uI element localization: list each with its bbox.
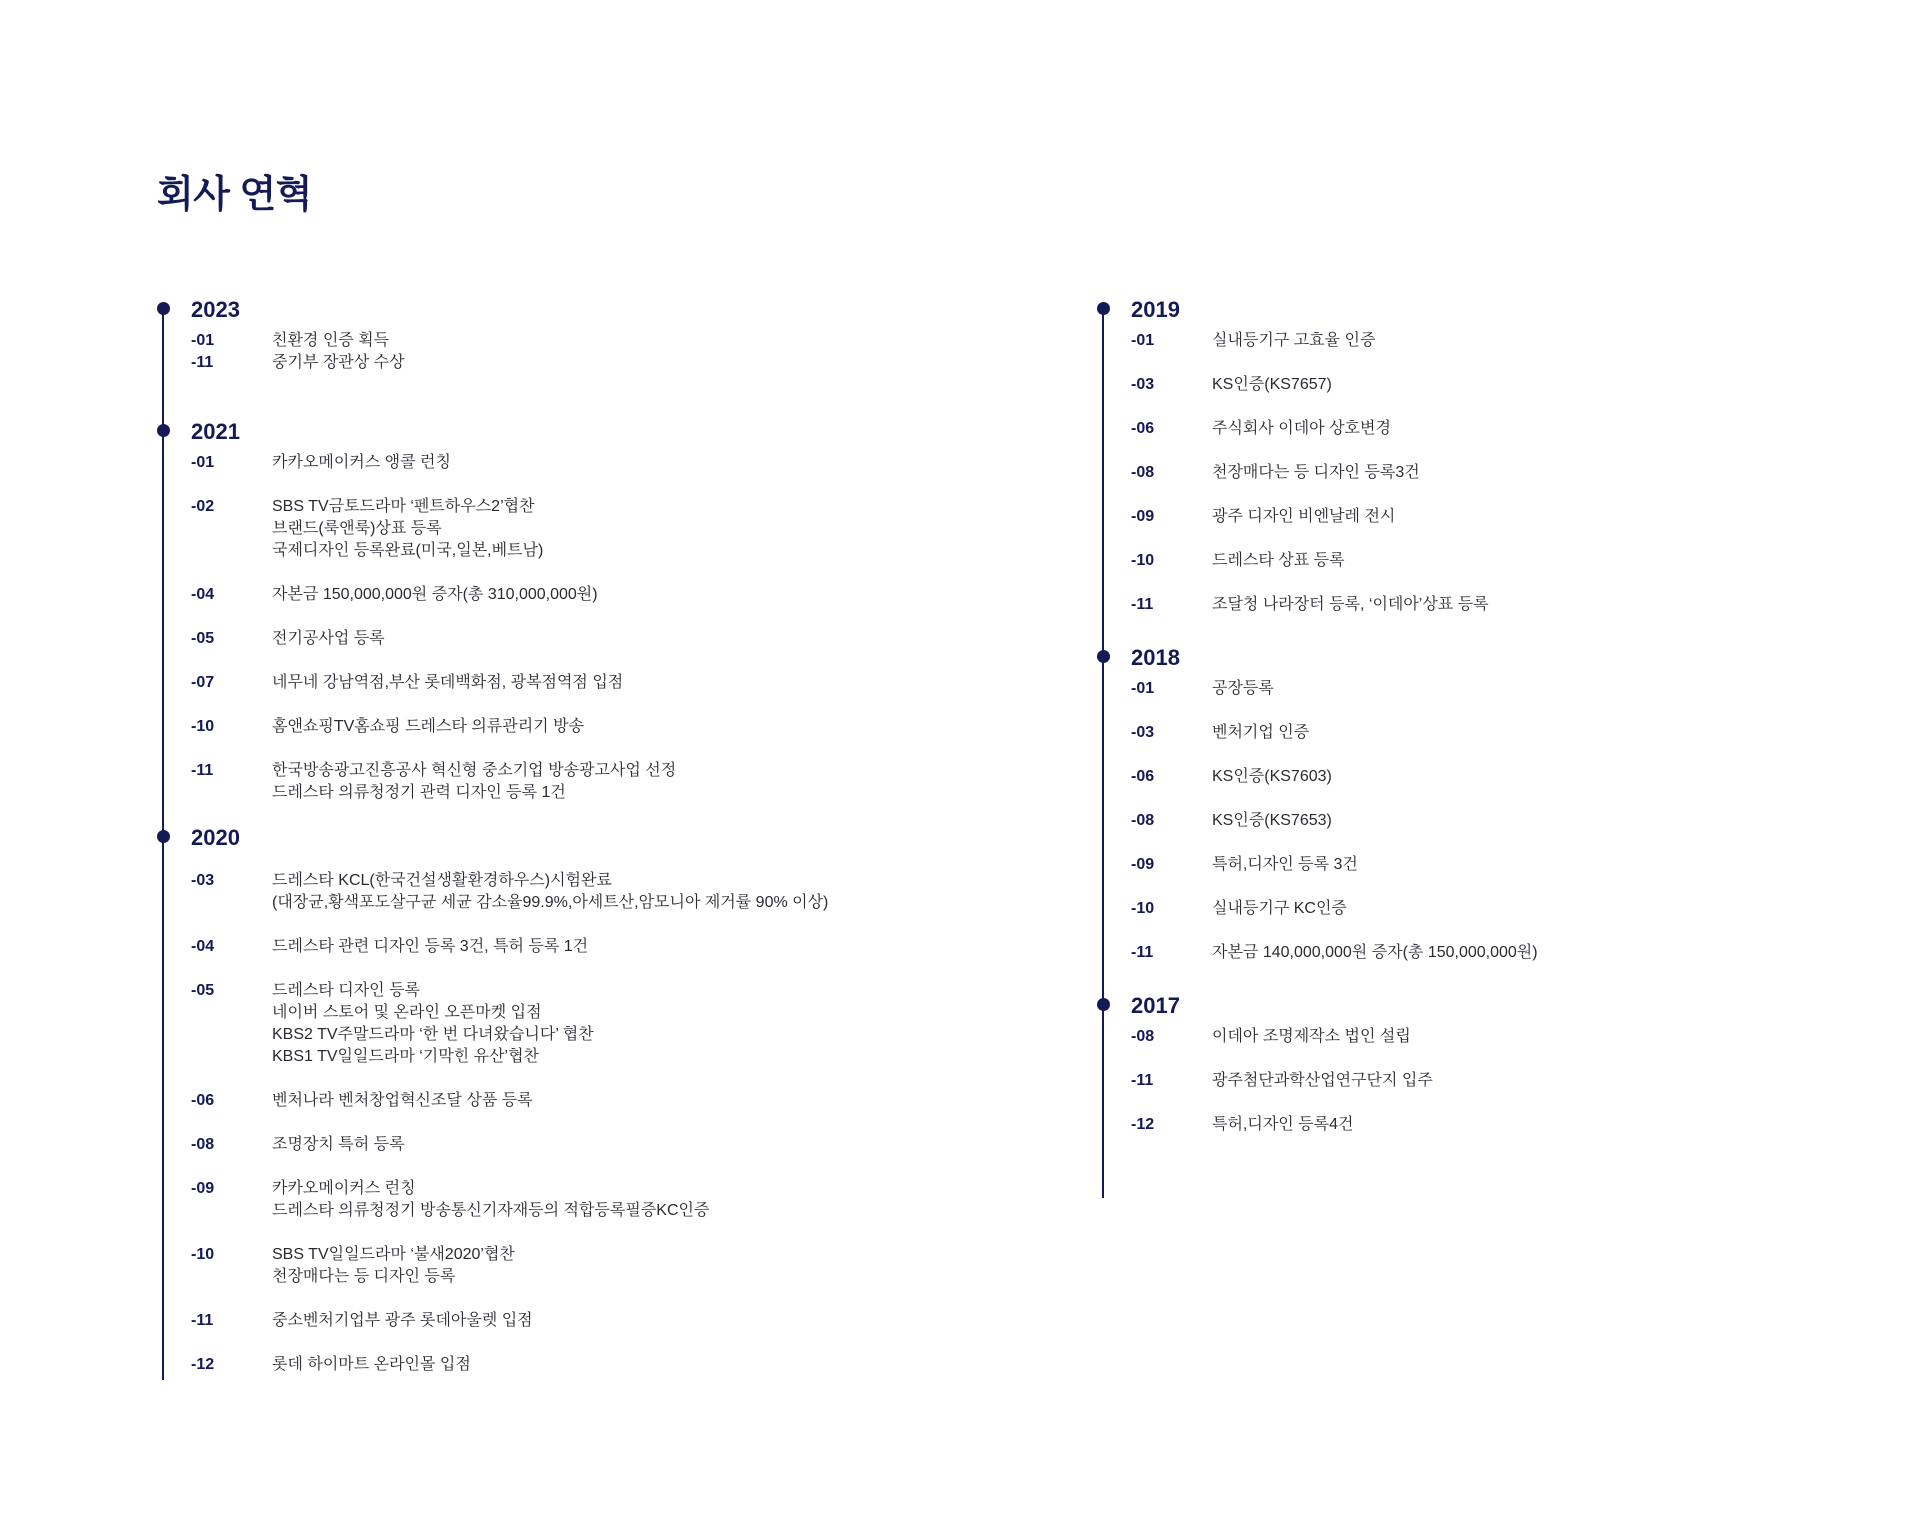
year-heading: [157, 818, 917, 858]
entry-month: -09: [1131, 508, 1155, 525]
entry-month: -04: [191, 586, 215, 603]
entry-month: -10: [1131, 552, 1155, 569]
timeline-entry: [191, 716, 917, 738]
entry-text-line: 한국방송광고진흥공사 혁신형 중소기업 방송광고사업 선정: [272, 762, 677, 779]
entry-text-line: KBS1 TV일일드라마 ‘기막힌 유산’협찬: [272, 1048, 539, 1065]
entry-text: [1212, 722, 1857, 744]
entry-month: -01: [1131, 332, 1155, 349]
timeline-dot-icon: [1097, 650, 1110, 663]
entry-text-line: 자본금 140,000,000원 증자(총 150,000,000원): [1212, 944, 1538, 961]
entry-month: -11: [1131, 944, 1154, 961]
entry-month: -09: [1131, 856, 1155, 873]
timeline-dot-icon: [157, 424, 170, 437]
timeline-dot-icon: [1097, 998, 1110, 1011]
timeline-column-left: [157, 290, 917, 1376]
entry-month: -05: [191, 630, 215, 647]
entry-text-line: 광주첨단과학산업연구단지 입주: [1212, 1072, 1433, 1089]
year-heading: [157, 412, 917, 452]
year-block: [157, 818, 917, 1376]
timeline-entry: [191, 1354, 917, 1376]
entry-text: [272, 628, 917, 650]
timeline-entry: [1131, 1026, 1857, 1048]
entry-month: -11: [191, 354, 214, 371]
entry-text-line: 홈앤쇼핑TV홈쇼핑 드레스타 의류관리기 방송: [272, 718, 584, 735]
year-label: 2017: [1131, 993, 1180, 1018]
entry-text: [272, 936, 917, 958]
entry-text-line: 중기부 장관상 수상: [272, 354, 405, 371]
timeline-entry: [1131, 1114, 1857, 1136]
year-block: [157, 290, 917, 374]
timeline-dot-icon: [1097, 302, 1110, 315]
entry-month: -08: [1131, 1028, 1155, 1045]
entry-text-line: 중소벤처기업부 광주 롯데아울렛 입점: [272, 1312, 533, 1329]
entry-text: [272, 1178, 917, 1222]
entry-text: [1212, 898, 1857, 920]
entry-text-line: 친환경 인증 획득: [272, 332, 390, 349]
year-block: [1097, 986, 1857, 1136]
entry-text: [272, 870, 917, 914]
entry-month: -10: [1131, 900, 1155, 917]
entry-text-line: 공장등록: [1212, 680, 1274, 697]
timeline-entry: [191, 584, 917, 606]
entry-month: -12: [1131, 1116, 1155, 1133]
entry-text-line: 드레스타 관련 디자인 등록 3건, 특허 등록 1건: [272, 938, 589, 955]
entry-month: -10: [191, 1246, 215, 1263]
entry-text: [1212, 1026, 1857, 1048]
entry-text: [272, 716, 917, 738]
entry-text: [1212, 506, 1857, 528]
entry-month: -12: [191, 1356, 215, 1373]
year-heading: [1097, 986, 1857, 1026]
year-label: 2019: [1131, 297, 1180, 322]
year-label: 2021: [191, 419, 240, 444]
entry-text-line: 이데아 조명제작소 법인 설립: [1212, 1028, 1411, 1045]
entry-text-line: 드레스타 KCL(한국건설생활환경하우스)시험완료: [272, 872, 612, 889]
entry-text-line: KS인증(KS7657): [1212, 376, 1332, 393]
year-heading: [157, 290, 917, 330]
timeline-entry: [191, 1310, 917, 1332]
timeline-entry: [191, 352, 917, 374]
year-block: [1097, 638, 1857, 964]
entry-text-line: 카카오메이커스 런칭: [272, 1180, 416, 1197]
entry-text-line: 드레스타 의류청정기 방송통신기자재등의 적합등록필증KC인증: [272, 1202, 710, 1219]
entry-text: [272, 980, 917, 1068]
entry-month: -09: [191, 1180, 215, 1197]
entry-month: -11: [1131, 1072, 1154, 1089]
entry-text-line: 조명장치 특허 등록: [272, 1136, 405, 1153]
entry-month: -01: [191, 454, 215, 471]
entry-text-line: 국제디자인 등록완료(미국,일본,베트남): [272, 542, 544, 559]
entry-month: -11: [191, 1312, 214, 1329]
entry-month: -03: [1131, 724, 1155, 741]
entry-month: -02: [191, 498, 215, 515]
timeline-entry: [191, 1090, 917, 1112]
entry-text-line: 조달청 나라장터 등록, ‘이데아’상표 등록: [1212, 596, 1489, 613]
year-heading: [1097, 638, 1857, 678]
entry-text-line: 자본금 150,000,000원 증자(총 310,000,000원): [272, 586, 598, 603]
timeline-entry: [1131, 766, 1857, 788]
timeline-entry: [1131, 462, 1857, 484]
timeline-entry: [1131, 678, 1857, 700]
entry-text: [1212, 594, 1857, 616]
timeline-entry: [191, 1134, 917, 1156]
entry-text-line: SBS TV금토드라마 ‘펜트하우스2’협찬: [272, 498, 535, 515]
entry-text: [272, 352, 917, 374]
page-title: 회사 연혁: [157, 174, 312, 216]
entry-month: -08: [1131, 812, 1155, 829]
entry-month: -01: [1131, 680, 1155, 697]
entry-text: [272, 584, 917, 606]
timeline-entry: [191, 936, 917, 958]
entry-text-line: 전기공사업 등록: [272, 630, 385, 647]
entry-text-line: 브랜드(룩앤룩)상표 등록: [272, 520, 442, 537]
entry-month: -06: [1131, 420, 1155, 437]
entry-text-line: 특허,디자인 등록4건: [1212, 1116, 1354, 1133]
entry-month: -11: [191, 762, 214, 779]
timeline-entry: [1131, 594, 1857, 616]
entry-text-line: 벤처나라 벤처창업혁신조달 상품 등록: [272, 1092, 533, 1109]
timeline-entry: [191, 672, 917, 694]
entry-month: -08: [1131, 464, 1155, 481]
entry-text: [1212, 418, 1857, 440]
entry-text-line: 주식회사 이데아 상호변경: [1212, 420, 1391, 437]
entry-text-line: 천장매다는 등 디자인 등록3건: [1212, 464, 1420, 481]
timeline-entry: [1131, 898, 1857, 920]
entry-text-line: 카카오메이커스 앵콜 런칭: [272, 454, 451, 471]
entry-text: [272, 672, 917, 694]
entry-text: [1212, 374, 1857, 396]
timeline-entry: [191, 1244, 917, 1288]
entry-text-line: 네이버 스토어 및 온라인 오픈마켓 입점: [272, 1004, 542, 1021]
timeline-entry: [191, 980, 917, 1068]
entry-text-line: SBS TV일일드라마 ‘불새2020’협찬: [272, 1246, 515, 1263]
entry-text: [1212, 462, 1857, 484]
entry-text: [1212, 810, 1857, 832]
year-label: 2020: [191, 825, 240, 850]
year-block: [1097, 290, 1857, 616]
year-label: 2018: [1131, 645, 1180, 670]
entry-month: -03: [1131, 376, 1155, 393]
timeline-entry: [191, 628, 917, 650]
timeline-entry: [1131, 550, 1857, 572]
entry-month: -07: [191, 674, 215, 691]
timeline-entry: [191, 1178, 917, 1222]
entry-text-line: 드레스타 디자인 등록: [272, 982, 420, 999]
entry-text: [1212, 678, 1857, 700]
timeline-entry: [191, 496, 917, 562]
entry-text: [1212, 1070, 1857, 1092]
entry-text: [272, 760, 917, 804]
entry-text: [1212, 854, 1857, 876]
entry-text-line: 롯데 하이마트 온라인몰 입점: [272, 1356, 471, 1373]
entry-text-line: KS인증(KS7653): [1212, 812, 1332, 829]
timeline-entry: [1131, 374, 1857, 396]
entry-text: [1212, 1114, 1857, 1136]
timeline-entry: [191, 452, 917, 474]
entry-text: [272, 1354, 917, 1376]
entry-text-line: KS인증(KS7603): [1212, 768, 1332, 785]
entry-month: -10: [191, 718, 215, 735]
timeline-entry: [191, 330, 917, 352]
entry-text: [272, 1134, 917, 1156]
timeline-entry: [191, 870, 917, 914]
year-heading: [1097, 290, 1857, 330]
entry-text-line: 벤처기업 인증: [1212, 724, 1310, 741]
entry-text-line: 특허,디자인 등록 3건: [1212, 856, 1358, 873]
entry-month: -05: [191, 982, 215, 999]
entry-month: -04: [191, 938, 215, 955]
entry-text: [272, 330, 917, 352]
entry-month: -08: [191, 1136, 215, 1153]
timeline-entry: [1131, 418, 1857, 440]
entry-text-line: 천장매다는 등 디자인 등록: [272, 1268, 456, 1285]
entry-text: [272, 1244, 917, 1288]
entry-text: [272, 496, 917, 562]
entry-text: [272, 1310, 917, 1332]
entry-text-line: 실내등기구 KC인증: [1212, 900, 1347, 917]
entry-text-line: KBS2 TV주말드라마 ‘한 번 다녀왔습니다’ 협찬: [272, 1026, 594, 1043]
year-label: 2023: [191, 297, 240, 322]
timeline-entry: [1131, 810, 1857, 832]
entry-month: -06: [191, 1092, 215, 1109]
timeline-entry: [1131, 942, 1857, 964]
timeline-dot-icon: [157, 830, 170, 843]
timeline-column-right: [1097, 290, 1857, 1136]
entry-text-line: 드레스타 의류청정기 관력 디자인 등록 1건: [272, 784, 566, 801]
entry-text-line: (대장균,황색포도살구균 세균 감소율99.9%,아세트산,암모니아 제거률 90% 이상): [272, 894, 829, 911]
timeline-entry: [1131, 506, 1857, 528]
entry-text: [1212, 942, 1857, 964]
entry-text: [1212, 766, 1857, 788]
timeline-entry: [1131, 330, 1857, 352]
entry-text-line: 드레스타 상표 등록: [1212, 552, 1345, 569]
entry-text-line: 실내등기구 고효율 인증: [1212, 332, 1376, 349]
entry-text: [272, 452, 917, 474]
entry-text: [1212, 330, 1857, 352]
entry-month: -03: [191, 872, 215, 889]
entry-text: [1212, 550, 1857, 572]
timeline-entry: [191, 760, 917, 804]
timeline-entry: [1131, 722, 1857, 744]
timeline-entry: [1131, 854, 1857, 876]
entry-month: -06: [1131, 768, 1155, 785]
entry-month: -11: [1131, 596, 1154, 613]
entry-text-line: 네무네 강남역점,부산 롯데백화점, 광복점역점 입점: [272, 674, 624, 691]
timeline-dot-icon: [157, 302, 170, 315]
entry-text: [272, 1090, 917, 1112]
year-block: [157, 412, 917, 804]
timeline-entry: [1131, 1070, 1857, 1092]
entry-month: -01: [191, 332, 215, 349]
entry-text-line: 광주 디자인 비엔날레 전시: [1212, 508, 1396, 525]
